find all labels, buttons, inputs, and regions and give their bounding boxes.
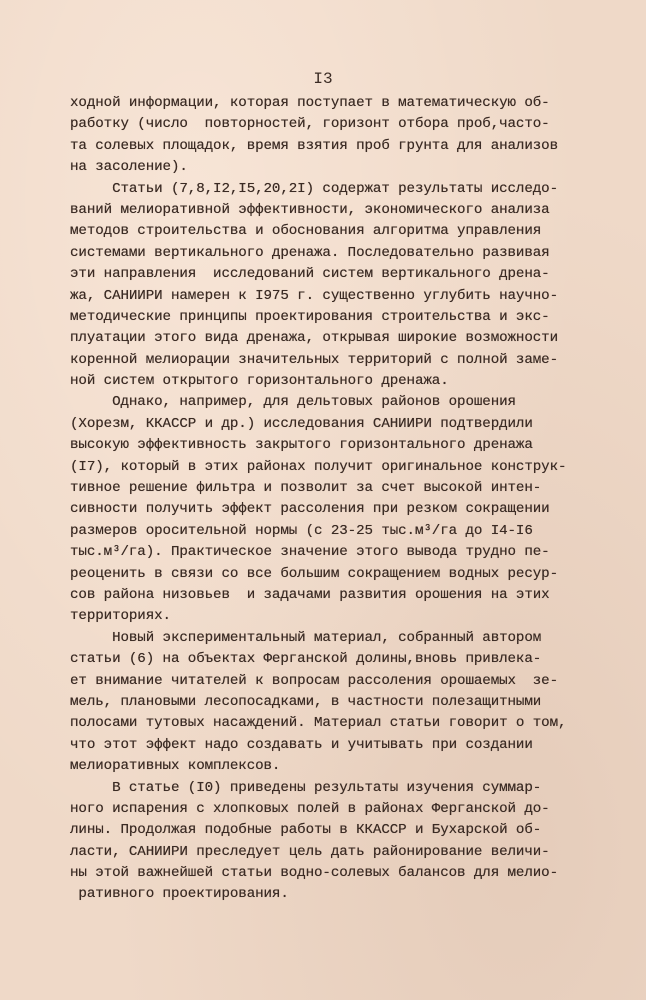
- text-line: сов района низовьев и задачами развития орошения на этих: [70, 586, 550, 603]
- text-line: ходной информации, которая поступает в математическую об-: [70, 95, 550, 111]
- text-line: (I7), который в этих районах получит оригинальное конструк-: [70, 458, 567, 475]
- text-line: та солевых площадок, время взятия проб грунта для анализов: [70, 137, 559, 154]
- text-line: ны этой важнейшей статьи водно-солевых балансов для мелио-: [70, 865, 559, 882]
- text-line: жа, САНИИРИ намерен к I975 г. существенно углубить научно-: [70, 287, 559, 304]
- page-number: I3: [313, 70, 333, 88]
- text-line: коренной мелиорации значительных территорий с полной заме-: [70, 351, 559, 368]
- text-line: работку (число повторностей, горизонт отбора проб,часто-: [70, 116, 550, 133]
- text-line: ративного проектирования.: [70, 886, 289, 903]
- text-line: методические принципы проектирования строительства и экс-: [70, 308, 550, 325]
- paragraph: [70, 628, 590, 778]
- text-line: В статье (I0) приведены результаты изучения суммар-: [70, 779, 542, 796]
- text-line: (Хорезм, ККАССР и др.) исследования САНИИРИ подтвердили: [70, 415, 533, 432]
- text-line: ного испарения с хлопковых полей в районах Ферганской до-: [70, 800, 550, 817]
- text-line: мель, плановыми лесопосадками, в частности полезащитными: [70, 693, 542, 710]
- text-line: методов строительства и обоснования алгоритма управления: [70, 223, 542, 240]
- text-line: на засоление).: [70, 159, 188, 176]
- text-line: системами вертикального дренажа. Последовательно развивая: [70, 244, 550, 261]
- text-line: ваний мелиоративной эффективности, экономического анализа: [70, 201, 550, 218]
- text-line: сивности получить эффект рассоления при резком сокращении: [70, 501, 550, 518]
- document-body: [70, 93, 590, 906]
- text-line: реоценить в связи со все большим сокращением водных ресур-: [70, 565, 559, 582]
- text-line: территориях.: [70, 608, 171, 625]
- paragraph: [70, 93, 590, 179]
- text-line: ет внимание читателей к вопросам рассоления орошаемых зе-: [70, 672, 559, 689]
- paragraph: [70, 778, 590, 906]
- text-line: ной систем открытого горизонтального дренажа.: [70, 373, 449, 390]
- paragraph: [70, 179, 590, 393]
- text-line: ласти, САНИИРИ преследует цель дать районирование величи-: [70, 843, 550, 860]
- text-line: что этот эффект надо создавать и учитывать при создании: [70, 736, 533, 753]
- text-line: размеров оросительной нормы (с 23-25 тыс.м³/га до I4-I6: [70, 522, 533, 539]
- text-line: Однако, например, для дельтовых районов орошения: [70, 394, 516, 411]
- text-line: Статьи (7,8,I2,I5,20,2I) содержат результаты исследо-: [70, 180, 559, 197]
- text-line: статьи (6) на объектах Ферганской долины,вновь привлека-: [70, 651, 542, 668]
- text-line: лины. Продолжая подобные работы в ККАССР и Бухарской об-: [70, 822, 542, 839]
- text-line: тивное решение фильтра и позволит за счет высокой интен-: [70, 480, 542, 497]
- text-line: эти направления исследований систем вертикального дрена-: [70, 266, 550, 283]
- text-line: плуатации этого вида дренажа, открывая широкие возможности: [70, 330, 559, 347]
- text-line: полосами тутовых насаждений. Материал статьи говорит о том,: [70, 715, 567, 732]
- text-line: тыс.м³/га). Практическое значение этого вывода трудно пе-: [70, 544, 550, 561]
- text-line: высокую эффективность закрытого горизонтального дренажа: [70, 437, 533, 454]
- text-line: Новый экспериментальный материал, собранный автором: [70, 629, 542, 646]
- text-line: мелиоративных комплексов.: [70, 758, 281, 775]
- paragraph: [70, 392, 590, 627]
